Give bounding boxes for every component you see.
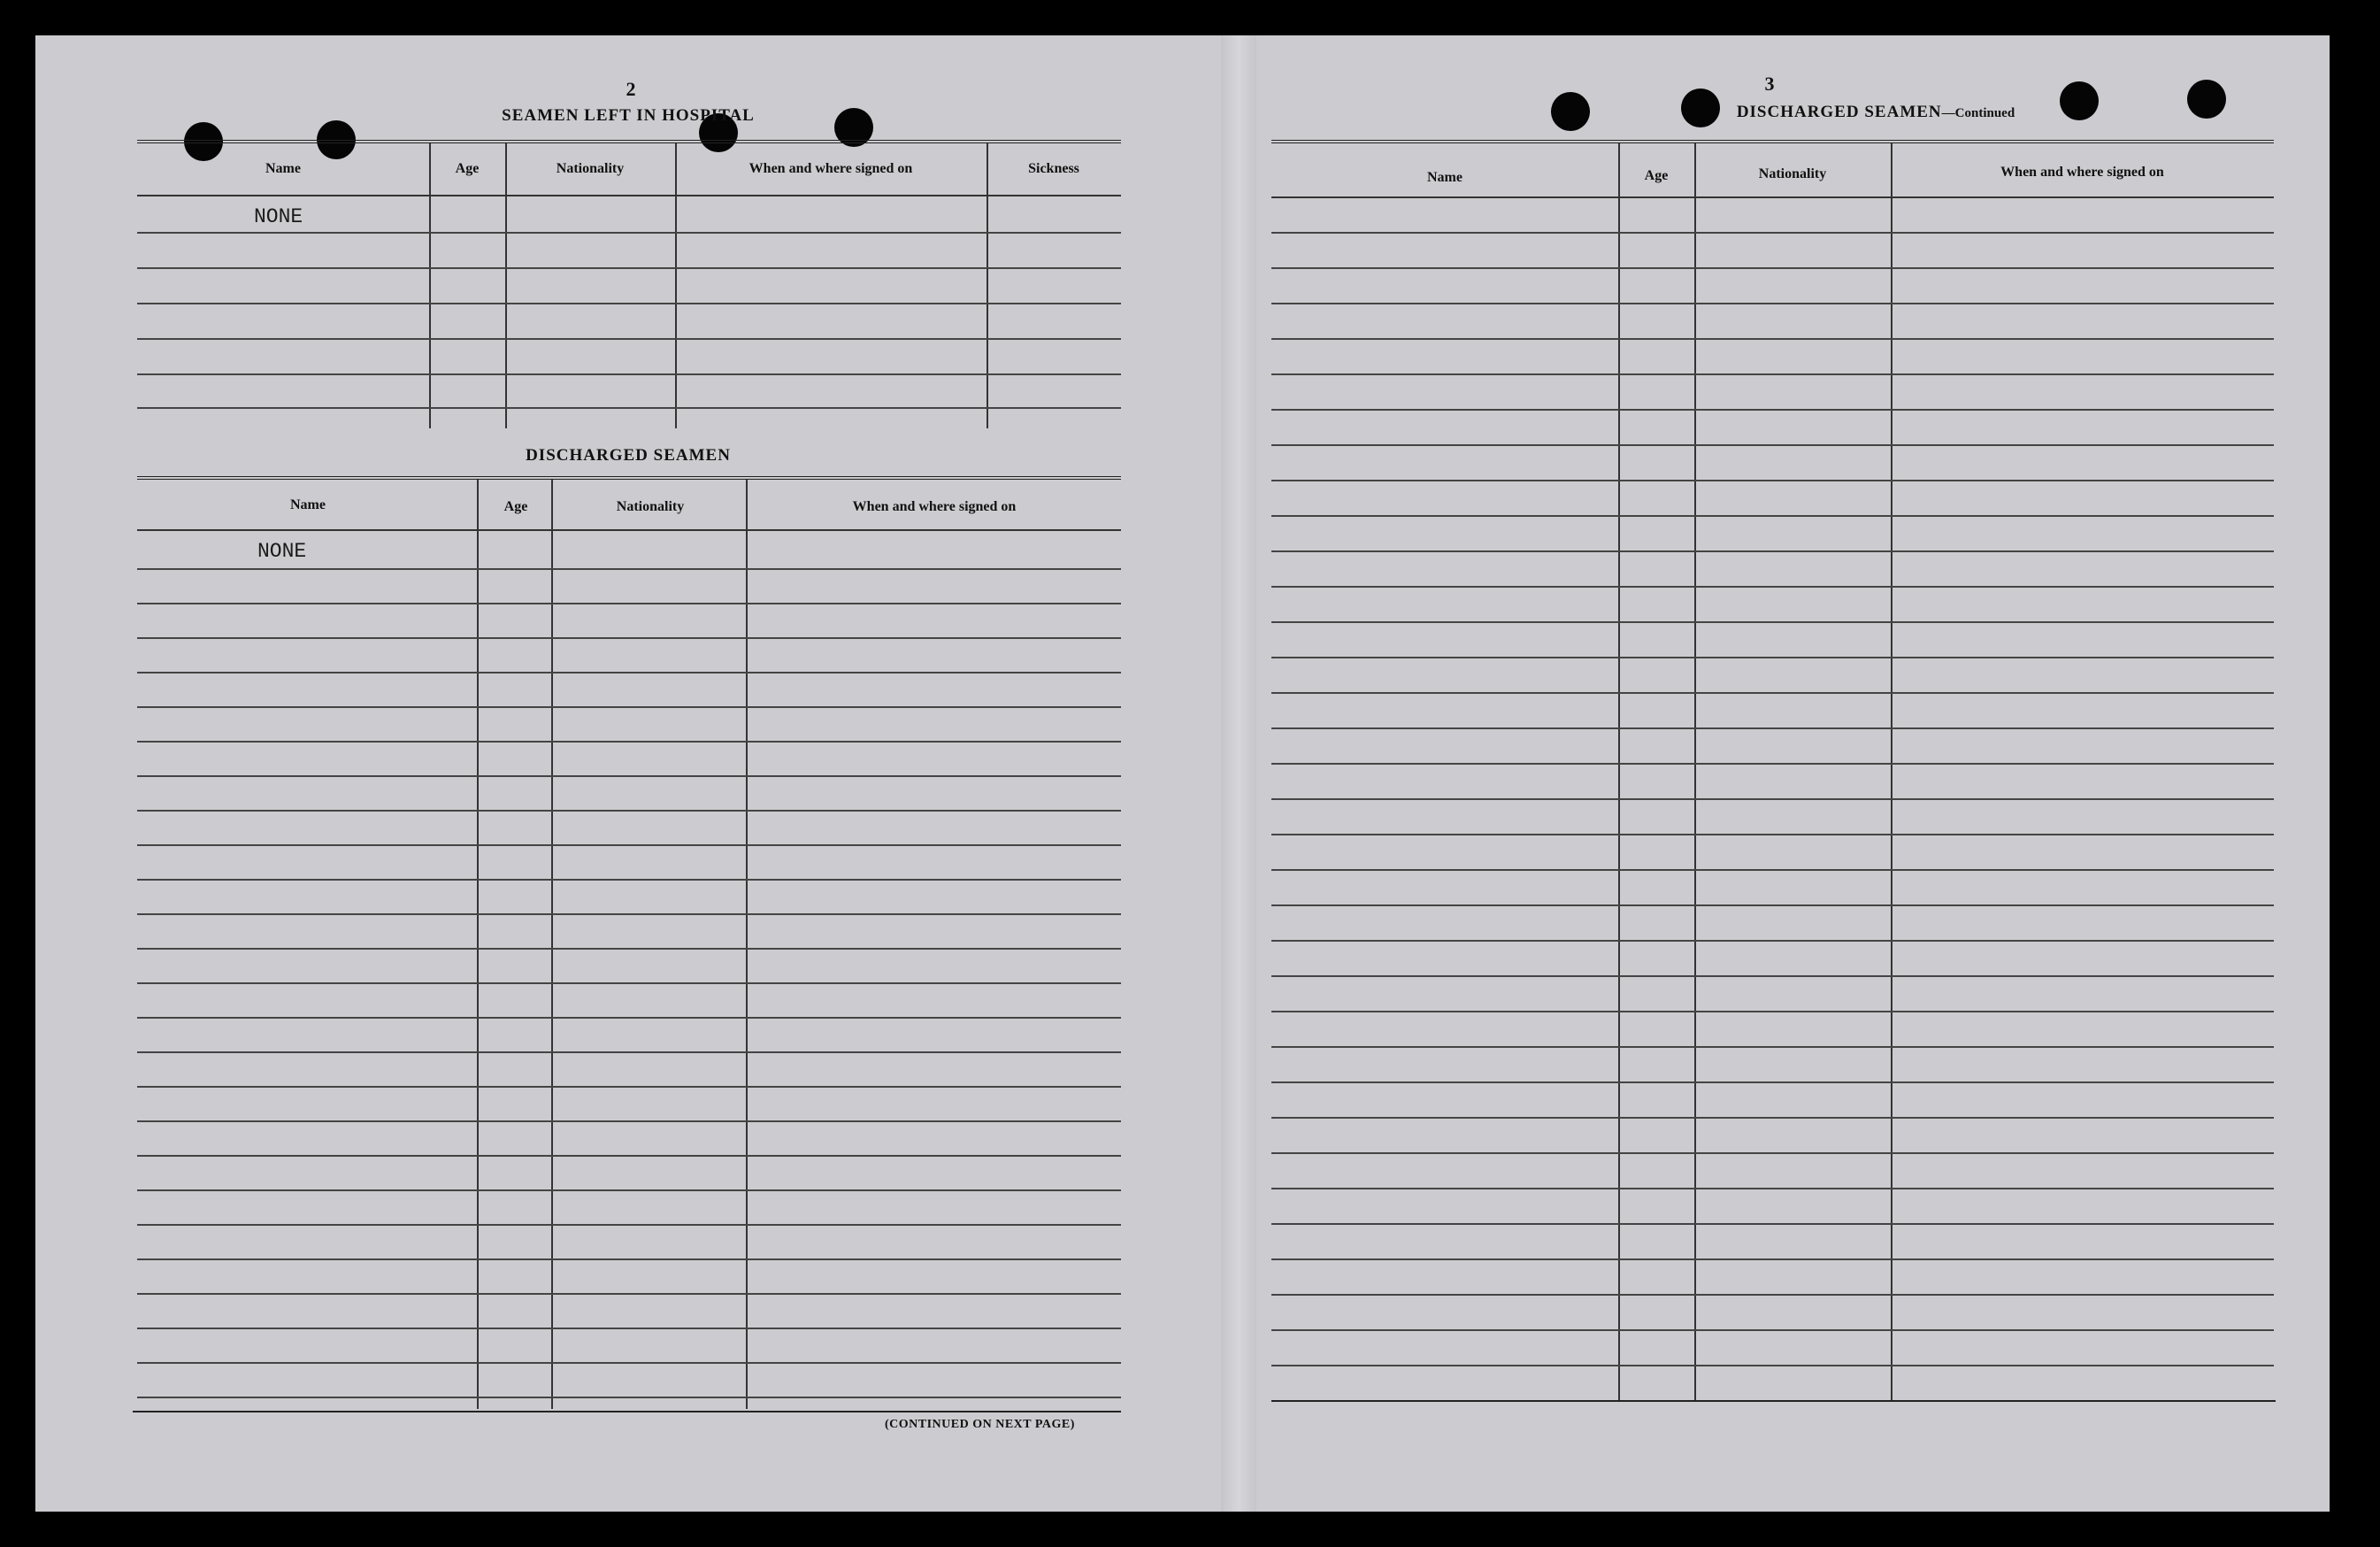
punch-hole [1551,92,1590,131]
right-title-main: DISCHARGED SEAMEN [1736,103,1942,121]
hospital-table [137,140,1121,428]
col-name-header: Name [265,161,301,176]
bottom-rule-left [133,1411,1121,1412]
right-title-suffix: —Continued [1941,106,2015,120]
page-number-left: 2 [626,78,636,100]
col-name-header: Name [290,497,326,512]
page-number-right: 3 [1764,73,1775,95]
discharged-continued-table [1271,140,2274,1400]
col-nationality-header: Nationality [616,499,685,514]
col-age-header: Age [503,499,528,514]
discharged-table [137,476,1121,1409]
col-age-header: Age [455,161,480,176]
discharged-section-title: DISCHARGED SEAMEN [526,446,731,465]
col-nationality-header: Nationality [556,161,625,176]
col-sickness-header: Sickness [1028,161,1079,176]
col-age-header: Age [1644,168,1669,183]
punch-hole [2187,80,2226,119]
col-signed-on-header: When and where signed on [2000,165,2164,180]
col-signed-on-header: When and where signed on [749,161,913,176]
continued-footer: (CONTINUED ON NEXT PAGE) [885,1418,1075,1431]
col-name-header: Name [1427,170,1463,185]
bottom-rule-right [1271,1400,2276,1402]
col-signed-on-header: When and where signed on [852,499,1017,514]
page-fold [1221,35,1256,1512]
right-section-title [1610,103,2141,122]
hospital-entry: NONE [254,205,303,228]
discharged-entry: NONE [257,540,307,563]
hospital-section-title: SEAMEN LEFT IN HOSPITAL [502,106,755,125]
col-nationality-header: Nationality [1758,166,1827,181]
